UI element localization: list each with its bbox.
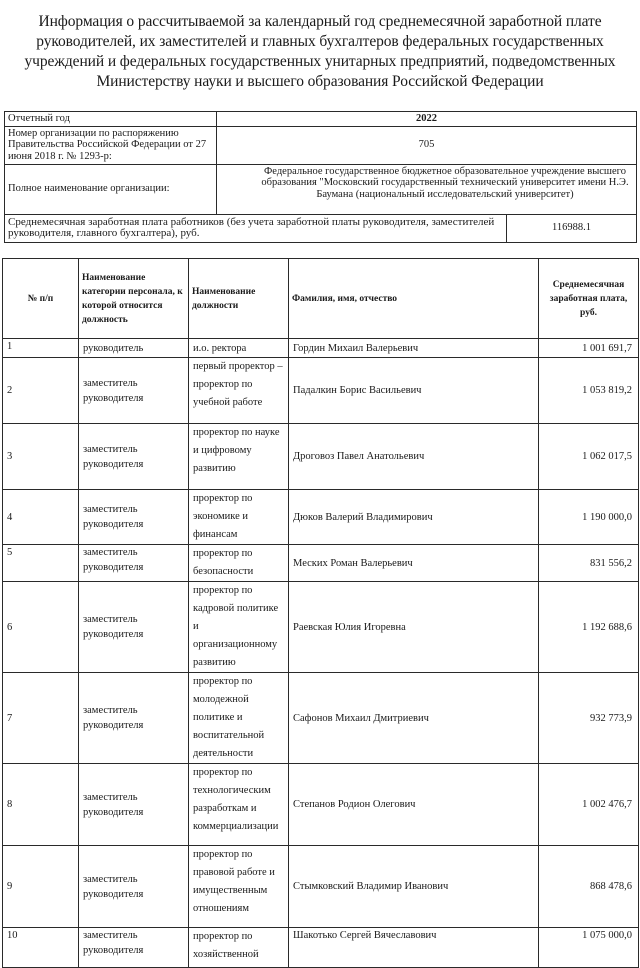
- year-label: Отчетный год: [5, 112, 217, 127]
- row-position: первый проректор – проректор по учебной работе: [189, 358, 289, 424]
- row-num: 4: [3, 490, 79, 545]
- row-num: 10: [3, 928, 79, 968]
- col-header-num: № п/п: [3, 259, 79, 339]
- col-header-position: Наименование должности: [189, 259, 289, 339]
- org-value: Федеральное государственное бюджетное образовательное учреждение высшего образования "Московский государственный технический университет имени Н.Э. Баумана (национальный исследовательский университет): [217, 164, 637, 214]
- row-position: проректор по технологическим разработкам и коммерциализации: [189, 764, 289, 846]
- row-category: заместитель руководителя: [79, 764, 189, 846]
- title-line-4: Министерству науки и высшего образования Российской Федерации: [96, 73, 544, 90]
- table-row: [3, 339, 639, 358]
- row-position: проректор по правовой работе и имущественным отношениям: [189, 846, 289, 928]
- order-label: Номер организации по распоряжению Правительства Российской Федерации от 27 июня 2018 г. № 1293-р:: [5, 126, 217, 164]
- row-salary: 1 190 000,0: [539, 490, 639, 545]
- table-row: [3, 582, 639, 673]
- row-salary: 868 478,6: [539, 846, 639, 928]
- row-category: заместитель руководителя: [79, 424, 189, 490]
- row-salary: 1 192 688,6: [539, 582, 639, 673]
- row-category: заместитель руководителя: [79, 545, 189, 582]
- row-category: заместитель руководителя: [79, 490, 189, 545]
- row-position: проректор по безопасности: [189, 545, 289, 582]
- row-num: 9: [3, 846, 79, 928]
- row-position: проректор по кадровой политике и организационному развитию: [189, 582, 289, 673]
- org-label: Полное наименование организации:: [5, 164, 217, 214]
- avg-salary-label: Среднемесячная заработная плата работников (без учета заработной платы руководителя, заместителей руководителя, главного бухгалтера), руб.: [5, 214, 507, 242]
- avg-salary-value: 116988.1: [507, 214, 637, 242]
- row-num: 5: [3, 545, 79, 582]
- row-position: и.о. ректора: [189, 339, 289, 358]
- table-row: [3, 358, 639, 424]
- row-salary: 1 075 000,0: [539, 928, 639, 968]
- row-position: проректор по хозяйственной: [189, 928, 289, 968]
- row-num: 7: [3, 673, 79, 764]
- row-name: Падалкин Борис Васильевич: [289, 358, 539, 424]
- row-salary: 932 773,9: [539, 673, 639, 764]
- row-name: Шакотько Сергей Вячеславович: [289, 928, 539, 968]
- table-header-row: [3, 259, 639, 339]
- document-title: [0, 12, 640, 92]
- salary-table: [2, 258, 639, 968]
- row-name: Дроговоз Павел Анатольевич: [289, 424, 539, 490]
- col-header-category: Наименование категории персонала, к которой относится должность: [79, 259, 189, 339]
- row-name: Сафонов Михаил Дмитриевич: [289, 673, 539, 764]
- table-row: [3, 490, 639, 545]
- row-num: 8: [3, 764, 79, 846]
- row-position: проректор по молодежной политике и воспитательной деятельности: [189, 673, 289, 764]
- col-header-salary: Среднемесячная заработная плата, руб.: [539, 259, 639, 339]
- row-name: Меских Роман Валерьевич: [289, 545, 539, 582]
- row-salary: 831 556,2: [539, 545, 639, 582]
- row-category: заместитель руководителя: [79, 582, 189, 673]
- table-row: [3, 673, 639, 764]
- row-position: проректор по экономике и финансам: [189, 490, 289, 545]
- row-category: руководитель: [79, 339, 189, 358]
- table-row: [3, 928, 639, 968]
- order-value: 705: [217, 126, 637, 164]
- row-name: Дюков Валерий Владимирович: [289, 490, 539, 545]
- col-header-name: Фамилия, имя, отчество: [289, 259, 539, 339]
- row-category: заместитель руководителя: [79, 673, 189, 764]
- table-row: [3, 545, 639, 582]
- table-row: [3, 846, 639, 928]
- row-salary: 1 001 691,7: [539, 339, 639, 358]
- row-salary: 1 002 476,7: [539, 764, 639, 846]
- row-category: заместитель руководителя: [79, 928, 189, 968]
- row-name: Раевская Юлия Игоревна: [289, 582, 539, 673]
- table-row: [3, 764, 639, 846]
- row-num: 3: [3, 424, 79, 490]
- organization-info-table: [4, 111, 637, 243]
- year-value: 2022: [217, 112, 637, 127]
- row-num: 6: [3, 582, 79, 673]
- row-category: заместитель руководителя: [79, 846, 189, 928]
- row-num: 2: [3, 358, 79, 424]
- row-salary: 1 053 819,2: [539, 358, 639, 424]
- table-row: [3, 424, 639, 490]
- row-name: Степанов Родион Олегович: [289, 764, 539, 846]
- row-name: Гордин Михаил Валерьевич: [289, 339, 539, 358]
- row-category: заместитель руководителя: [79, 358, 189, 424]
- title-line-2: руководителей, их заместителей и главных бухгалтеров федеральных государственных: [36, 33, 604, 50]
- title-line-3: учреждений и федеральных государственных унитарных предприятий, подведомственных: [24, 53, 616, 70]
- row-position: проректор по науке и цифровому развитию: [189, 424, 289, 490]
- title-line-1: Информация о рассчитываемой за календарный год среднемесячной заработной плате: [38, 13, 602, 30]
- row-salary: 1 062 017,5: [539, 424, 639, 490]
- row-name: Стымковский Владимир Иванович: [289, 846, 539, 928]
- row-num: 1: [3, 339, 79, 358]
